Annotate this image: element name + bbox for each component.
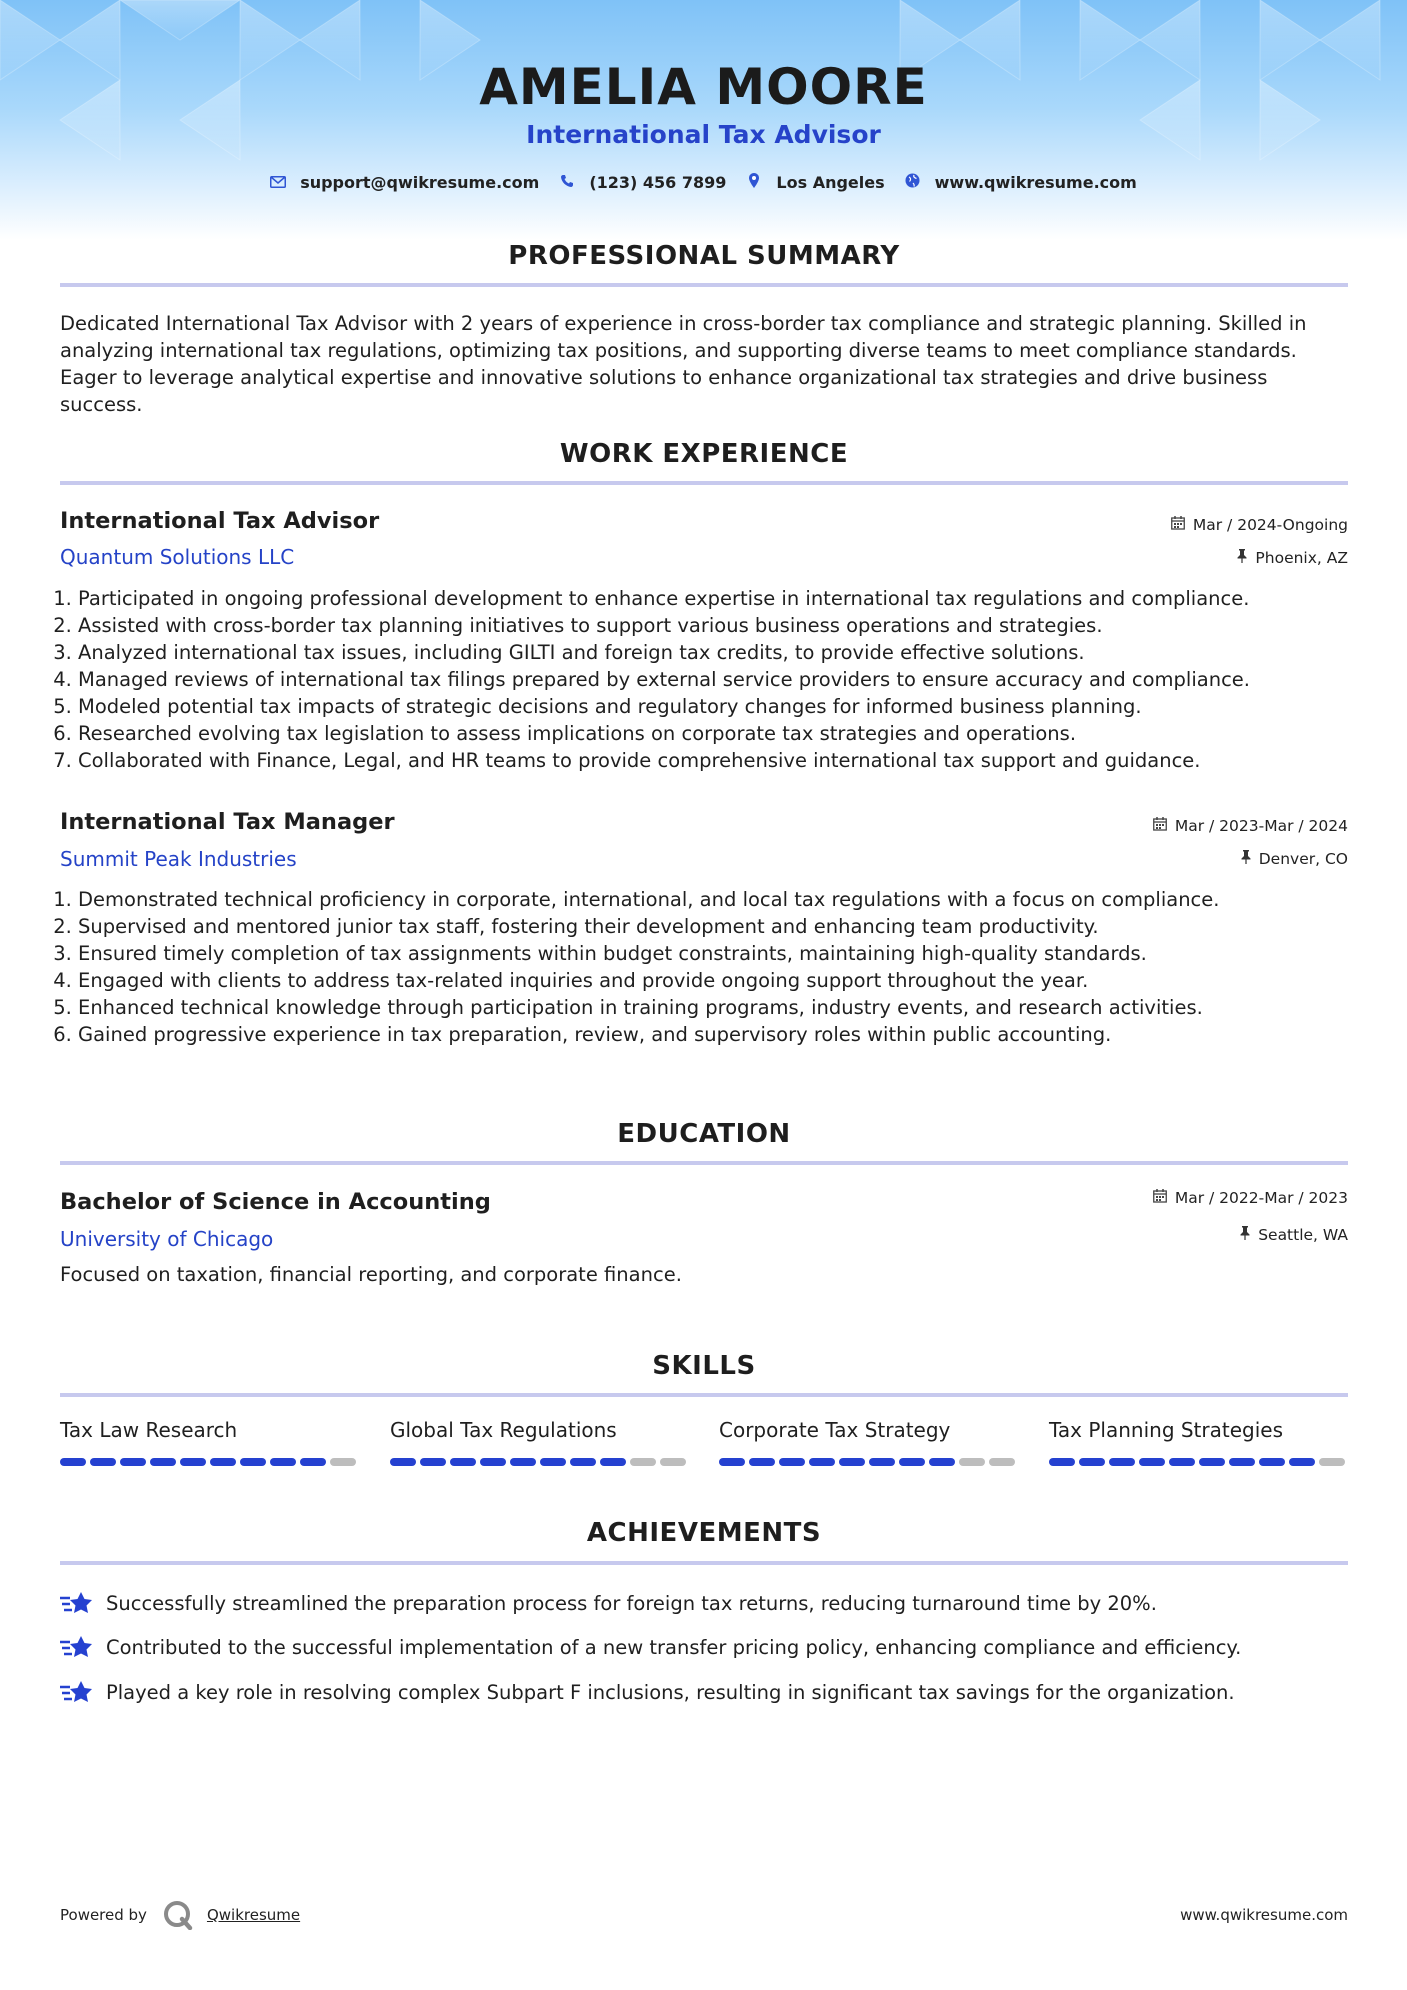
education-location-text: Seattle, WA [1258,1226,1348,1244]
skill-item [1049,1418,1349,1466]
skill-segment-filled [600,1458,626,1466]
list-item: 1. Participated in ongoing professional development to enhance expertise in international tax regulations and compliance. [78,585,1368,612]
candidate-title: International Tax Advisor [526,120,881,149]
list-item: 6. Gained progressive experience in tax preparation, review, and supervisory roles within public accounting. [78,1021,1368,1048]
job-location [1241,850,1348,868]
achievements-heading: ACHIEVEMENTS [586,1518,822,1548]
envelope-icon [270,174,286,192]
skill-name: Tax Law Research [60,1418,238,1442]
phone-icon [559,174,575,192]
job-dates-text: Mar / 2024-Ongoing [1192,516,1348,534]
skill-segment-filled [1079,1458,1105,1466]
company-name: Quantum Solutions LLC [60,545,295,569]
skill-segment-filled [240,1458,266,1466]
achievement-item [60,1589,1350,1617]
skill-level-bar [719,1458,1019,1466]
contact-email[interactable] [270,173,539,192]
skill-segment-filled [869,1458,895,1466]
contact-website-text: www.qwikresume.com [934,173,1137,192]
skill-segment-filled [60,1458,86,1466]
education-heading: EDUCATION [617,1119,791,1149]
education-dates [1153,1189,1348,1207]
pushpin-icon [1237,549,1247,567]
skills-heading: SKILLS [652,1351,756,1381]
contact-phone-text: (123) 456 7899 [589,173,727,192]
job-title: International Tax Manager [60,809,395,835]
skill-segment-filled [90,1458,116,1466]
skill-level-bar [390,1458,690,1466]
skill-segment-filled [300,1458,326,1466]
list-item: 2. Assisted with cross-border tax planning initiatives to support various business operations and strategies. [78,612,1368,639]
skill-segment-filled [420,1458,446,1466]
skill-segment-filled [540,1458,566,1466]
summary-text: Dedicated International Tax Advisor with 2 years of experience in cross-border tax compliance and strategic planning. Skilled in analyzing international tax regulations, optimizing tax positions, and supporting diverse teams to meet compliance standards. Eager to leverage analytical expertise and innovative solutions to enhance organizational tax strategies and drive business success. [60,312,1307,416]
footer-powered-by [60,1900,300,1930]
skill-segment-empty [989,1458,1015,1466]
experience-heading: WORK EXPERIENCE [559,439,849,469]
skill-segment-filled [1049,1458,1075,1466]
star-icon [60,1589,94,1617]
skills-divider [60,1393,1348,1397]
skill-segment-filled [1139,1458,1165,1466]
list-item: 3. Ensured timely completion of tax assignments within budget constraints, maintaining high-quality standards. [78,940,1368,967]
list-item: 4. Engaged with clients to address tax-related inquiries and provide ongoing support throughout the year. [78,967,1368,994]
summary-heading: PROFESSIONAL SUMMARY [508,241,900,271]
education-divider [60,1161,1348,1165]
skill-segment-filled [390,1458,416,1466]
achievement-text: Successfully streamlined the preparation process for foreign tax returns, reducing turnaround time by 20%. [106,1591,1157,1615]
skill-segment-filled [1109,1458,1135,1466]
achievement-item [60,1678,1350,1706]
skill-segment-filled [120,1458,146,1466]
list-item: 7. Collaborated with Finance, Legal, and HR teams to provide comprehensive international tax support and guidance. [78,747,1368,774]
contact-location-text: Los Angeles [776,173,885,192]
powered-by-label: Powered by [60,1906,147,1924]
job-title: International Tax Advisor [60,508,380,534]
calendar-icon [1153,817,1167,835]
list-item: 1. Demonstrated technical proficiency in corporate, international, and local tax regulations with a focus on compliance. [78,886,1368,913]
list-item: 3. Analyzed international tax issues, including GILTI and foreign tax credits, to provide effective solutions. [78,639,1368,666]
pushpin-icon [1241,850,1251,868]
achievement-text: Contributed to the successful implementation of a new transfer pricing policy, enhancing compliance and efficiency. [106,1635,1242,1659]
job-location [1237,549,1348,567]
brand-link[interactable]: Qwikresume [206,1906,301,1924]
skill-level-bar [60,1458,360,1466]
job-dates [1171,516,1348,534]
job-dates-text: Mar / 2023-Mar / 2024 [1174,817,1348,835]
footer-website[interactable]: www.qwikresume.com [1180,1906,1348,1924]
skill-segment-filled [839,1458,865,1466]
skill-segment-filled [1289,1458,1315,1466]
list-item: 4. Managed reviews of international tax filings prepared by external service providers to ensure accuracy and compliance. [78,666,1368,693]
summary-divider [60,283,1348,287]
skill-segment-filled [1229,1458,1255,1466]
achievements-divider [60,1561,1348,1565]
contact-phone[interactable] [559,173,726,192]
contact-location [746,173,884,192]
skill-segment-filled [899,1458,925,1466]
degree-title: Bachelor of Science in Accounting [60,1189,491,1215]
skill-segment-empty [330,1458,356,1466]
list-item: 5. Enhanced technical knowledge through participation in training programs, industry events, and research activities. [78,994,1368,1021]
pushpin-icon [1240,1226,1250,1244]
skill-name: Global Tax Regulations [390,1418,617,1442]
list-item: 5. Modeled potential tax impacts of strategic decisions and regulatory changes for informed business planning. [78,693,1368,720]
calendar-icon [1153,1189,1167,1207]
skill-segment-filled [749,1458,775,1466]
skill-segment-filled [779,1458,805,1466]
star-icon [60,1633,94,1661]
skill-segment-empty [630,1458,656,1466]
skill-segment-filled [150,1458,176,1466]
education-location [1240,1226,1348,1244]
skill-segment-empty [1319,1458,1345,1466]
achievement-item [60,1633,1350,1661]
skill-item [719,1418,1019,1466]
school-name: University of Chicago [60,1227,274,1251]
skill-segment-filled [719,1458,745,1466]
qwikresume-logo-icon [163,1900,193,1930]
job-location-text: Phoenix, AZ [1255,549,1348,567]
calendar-icon [1171,516,1185,534]
achievement-text: Played a key role in resolving complex Subpart F inclusions, resulting in significant tax savings for the organization. [106,1680,1235,1704]
skill-name: Corporate Tax Strategy [719,1418,951,1442]
skill-segment-filled [1169,1458,1195,1466]
skill-level-bar [1049,1458,1349,1466]
skill-name: Tax Planning Strategies [1049,1418,1284,1442]
list-item: 2. Supervised and mentored junior tax staff, fostering their development and enhancing team productivity. [78,913,1368,940]
skill-segment-filled [210,1458,236,1466]
job-duties-list [54,585,1368,774]
contact-website[interactable] [905,173,1137,192]
skill-segment-filled [480,1458,506,1466]
skill-segment-filled [570,1458,596,1466]
education-dates-text: Mar / 2022-Mar / 2023 [1174,1189,1348,1207]
candidate-name: AMELIA MOORE [479,58,928,116]
map-pin-icon [746,173,762,192]
company-name: Summit Peak Industries [60,847,297,871]
list-item: 6. Researched evolving tax legislation to assess implications on corporate tax strategies and operations. [78,720,1368,747]
job-duties-list [54,886,1368,1048]
job-dates [1153,817,1348,835]
skill-segment-filled [450,1458,476,1466]
education-description: Focused on taxation, financial reporting, and corporate finance. [60,1263,682,1286]
skill-segment-filled [510,1458,536,1466]
skill-item [390,1418,690,1466]
globe-icon [905,173,921,192]
experience-divider [60,481,1348,485]
contact-bar [0,173,1407,192]
skill-segment-filled [270,1458,296,1466]
star-icon [60,1678,94,1706]
skill-segment-empty [959,1458,985,1466]
job-location-text: Denver, CO [1258,850,1348,868]
skill-segment-empty [660,1458,686,1466]
skill-item [60,1418,360,1466]
skill-segment-filled [180,1458,206,1466]
skill-segment-filled [809,1458,835,1466]
skill-segment-filled [1259,1458,1285,1466]
skill-segment-filled [1199,1458,1225,1466]
contact-email-text: support@qwikresume.com [300,173,540,192]
skill-segment-filled [929,1458,955,1466]
